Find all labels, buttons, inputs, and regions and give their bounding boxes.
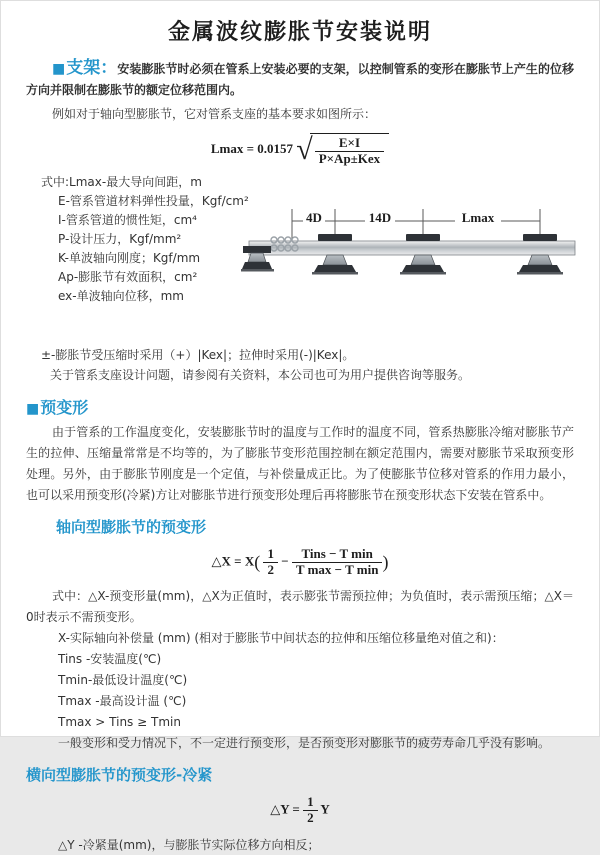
fatigue-note-line: 一般变形和受力情况下，不一定进行预变形，是否预变形对膨胀节的疲劳寿命几乎没有影响。 — [58, 735, 551, 750]
definition-line: E-管系管道材料弹性投量，Kgf/cm² — [58, 193, 249, 208]
definition-line: I-管系管道的惯性矩，cm⁴ — [58, 212, 197, 227]
lateral-formula — [26, 795, 574, 826]
support-section-heading: 支架： — [66, 58, 118, 78]
radical-sign: √ — [296, 132, 313, 166]
support-intro-paragraph — [26, 58, 574, 101]
lateral-formula-rhs: Y — [320, 801, 330, 817]
axial-formula — [26, 547, 574, 578]
section-square-icon: ■ — [26, 400, 40, 417]
axial-explain-paragraph: 式中：△X-预变形量(mm)，△X为正值时，表示膨张节需预拉伸；为负值时，表示需预压缩；△X＝0时表示不需预变形。 — [26, 588, 574, 624]
lmax-fraction-numerator: E×I — [338, 135, 361, 150]
lmax-fraction — [315, 136, 384, 167]
open-paren: ( — [254, 551, 261, 572]
lateral-subheading: 横向型膨胀节的预变形-冷紧 — [26, 765, 213, 784]
support-example-line: 例如对于轴向型膨胀节，它对管系支座的基本要求如图所示： — [52, 107, 377, 121]
anchor-support — [241, 246, 274, 272]
definitions-and-diagram — [26, 173, 574, 345]
definition-line: 式中:Lmax-最大导向间距，m — [41, 174, 202, 189]
lateral-denominator: 2 — [303, 810, 318, 826]
dim-label-4d: 4D — [306, 209, 322, 225]
axial-variable-list — [26, 628, 574, 754]
section-square-icon: ■ — [52, 61, 66, 77]
cold-tighten-note: △Y -冷紧量(mm)，与膨胀节实际位移方向相反； — [58, 837, 320, 852]
lateral-half-fraction — [303, 795, 318, 826]
preform-heading-text: 预变形 — [40, 397, 89, 417]
minus-operator: − — [281, 553, 289, 569]
lmax-formula-lhs: Lmax = 0.0157 — [210, 140, 293, 156]
lmax-formula — [26, 133, 574, 167]
temp-denominator: T max − T min — [292, 562, 383, 578]
definition-line: Ap-膨胀节有效面积，cm² — [58, 269, 198, 284]
axial-formula-lhs: △X = X — [211, 553, 255, 569]
preform-body-paragraph: 由于管系的工作温度变化，安装膨胀节时的温度与工作时的温度不同，管系热膨胀冷缩对膨胀节产生的拉伸、压缩量常常是不均等的，为了膨胀节变形范围控制在额定范围内，需要对膨胀节采取预变形处理。另外，由于膨胀节刚度是一个定值，与补偿量成正比。为了使膨胀节位移对管系的作用力最小，也可以采用预变形(冷紧)方让对膨胀节进行预变形处理后再将膨胀节在预变形状态下安装在管系中。 — [26, 424, 574, 502]
lmax-fraction-denominator: P×Ap±Kex — [315, 151, 384, 167]
lateral-formula-lhs: △Y = — [270, 801, 300, 817]
variable-line: Tmax -最高设计温 (℃) — [58, 693, 187, 708]
dim-label-lmax: Lmax — [461, 209, 495, 225]
close-paren: ) — [382, 551, 389, 572]
half-denominator: 2 — [263, 562, 278, 578]
variable-line: Tmin-最低设计温度(℃) — [58, 672, 188, 687]
support-intro-text: 安装膨胀节时必须在管系上安装必要的支架，以控制管系的变形在膨胀节上产生的位移方向并限制在膨胀节的额定位移范围内。 — [26, 62, 574, 97]
definition-line: ex-单波轴向位移，mm — [58, 288, 184, 303]
plus-minus-note: ±-膨胀节受压缩时采用（+）|Kex|；拉伸时采用(-)|Kex|。 — [41, 347, 355, 362]
page-title: 金属波纹膨胀节安装说明 — [167, 20, 432, 45]
axial-subheading: 轴向型膨胀节的预变形 — [56, 517, 207, 536]
dim-label-14d: 14D — [368, 209, 392, 225]
lateral-numerator: 1 — [307, 793, 314, 809]
pipe-support-diagram — [243, 205, 595, 301]
temperature-fraction — [292, 547, 383, 578]
support-notes — [26, 345, 574, 385]
definition-line: P-设计压力，Kgf/mm² — [58, 231, 182, 246]
temp-numerator: Tins − T min — [301, 545, 373, 561]
variable-line: Tmax > Tins ≥ Tmin — [58, 714, 181, 729]
consult-note: 关于管系支座设计问题，请参阅有关资料，本公司也可为用户提供咨询等服务。 — [50, 367, 471, 382]
half-fraction — [263, 547, 278, 578]
variable-line: X-实际轴向补偿量 (mm) (相对于膨胀节中间状态的拉伸和压缩位移量绝对值之和)： — [58, 630, 504, 645]
preform-section-heading — [26, 395, 574, 418]
variable-line: Tins -安装温度(℃) — [58, 651, 162, 666]
half-numerator: 1 — [267, 545, 274, 561]
definition-line: K-单波轴向刚度；Kgf/mm — [58, 250, 201, 265]
sqrt-radical — [296, 133, 389, 167]
